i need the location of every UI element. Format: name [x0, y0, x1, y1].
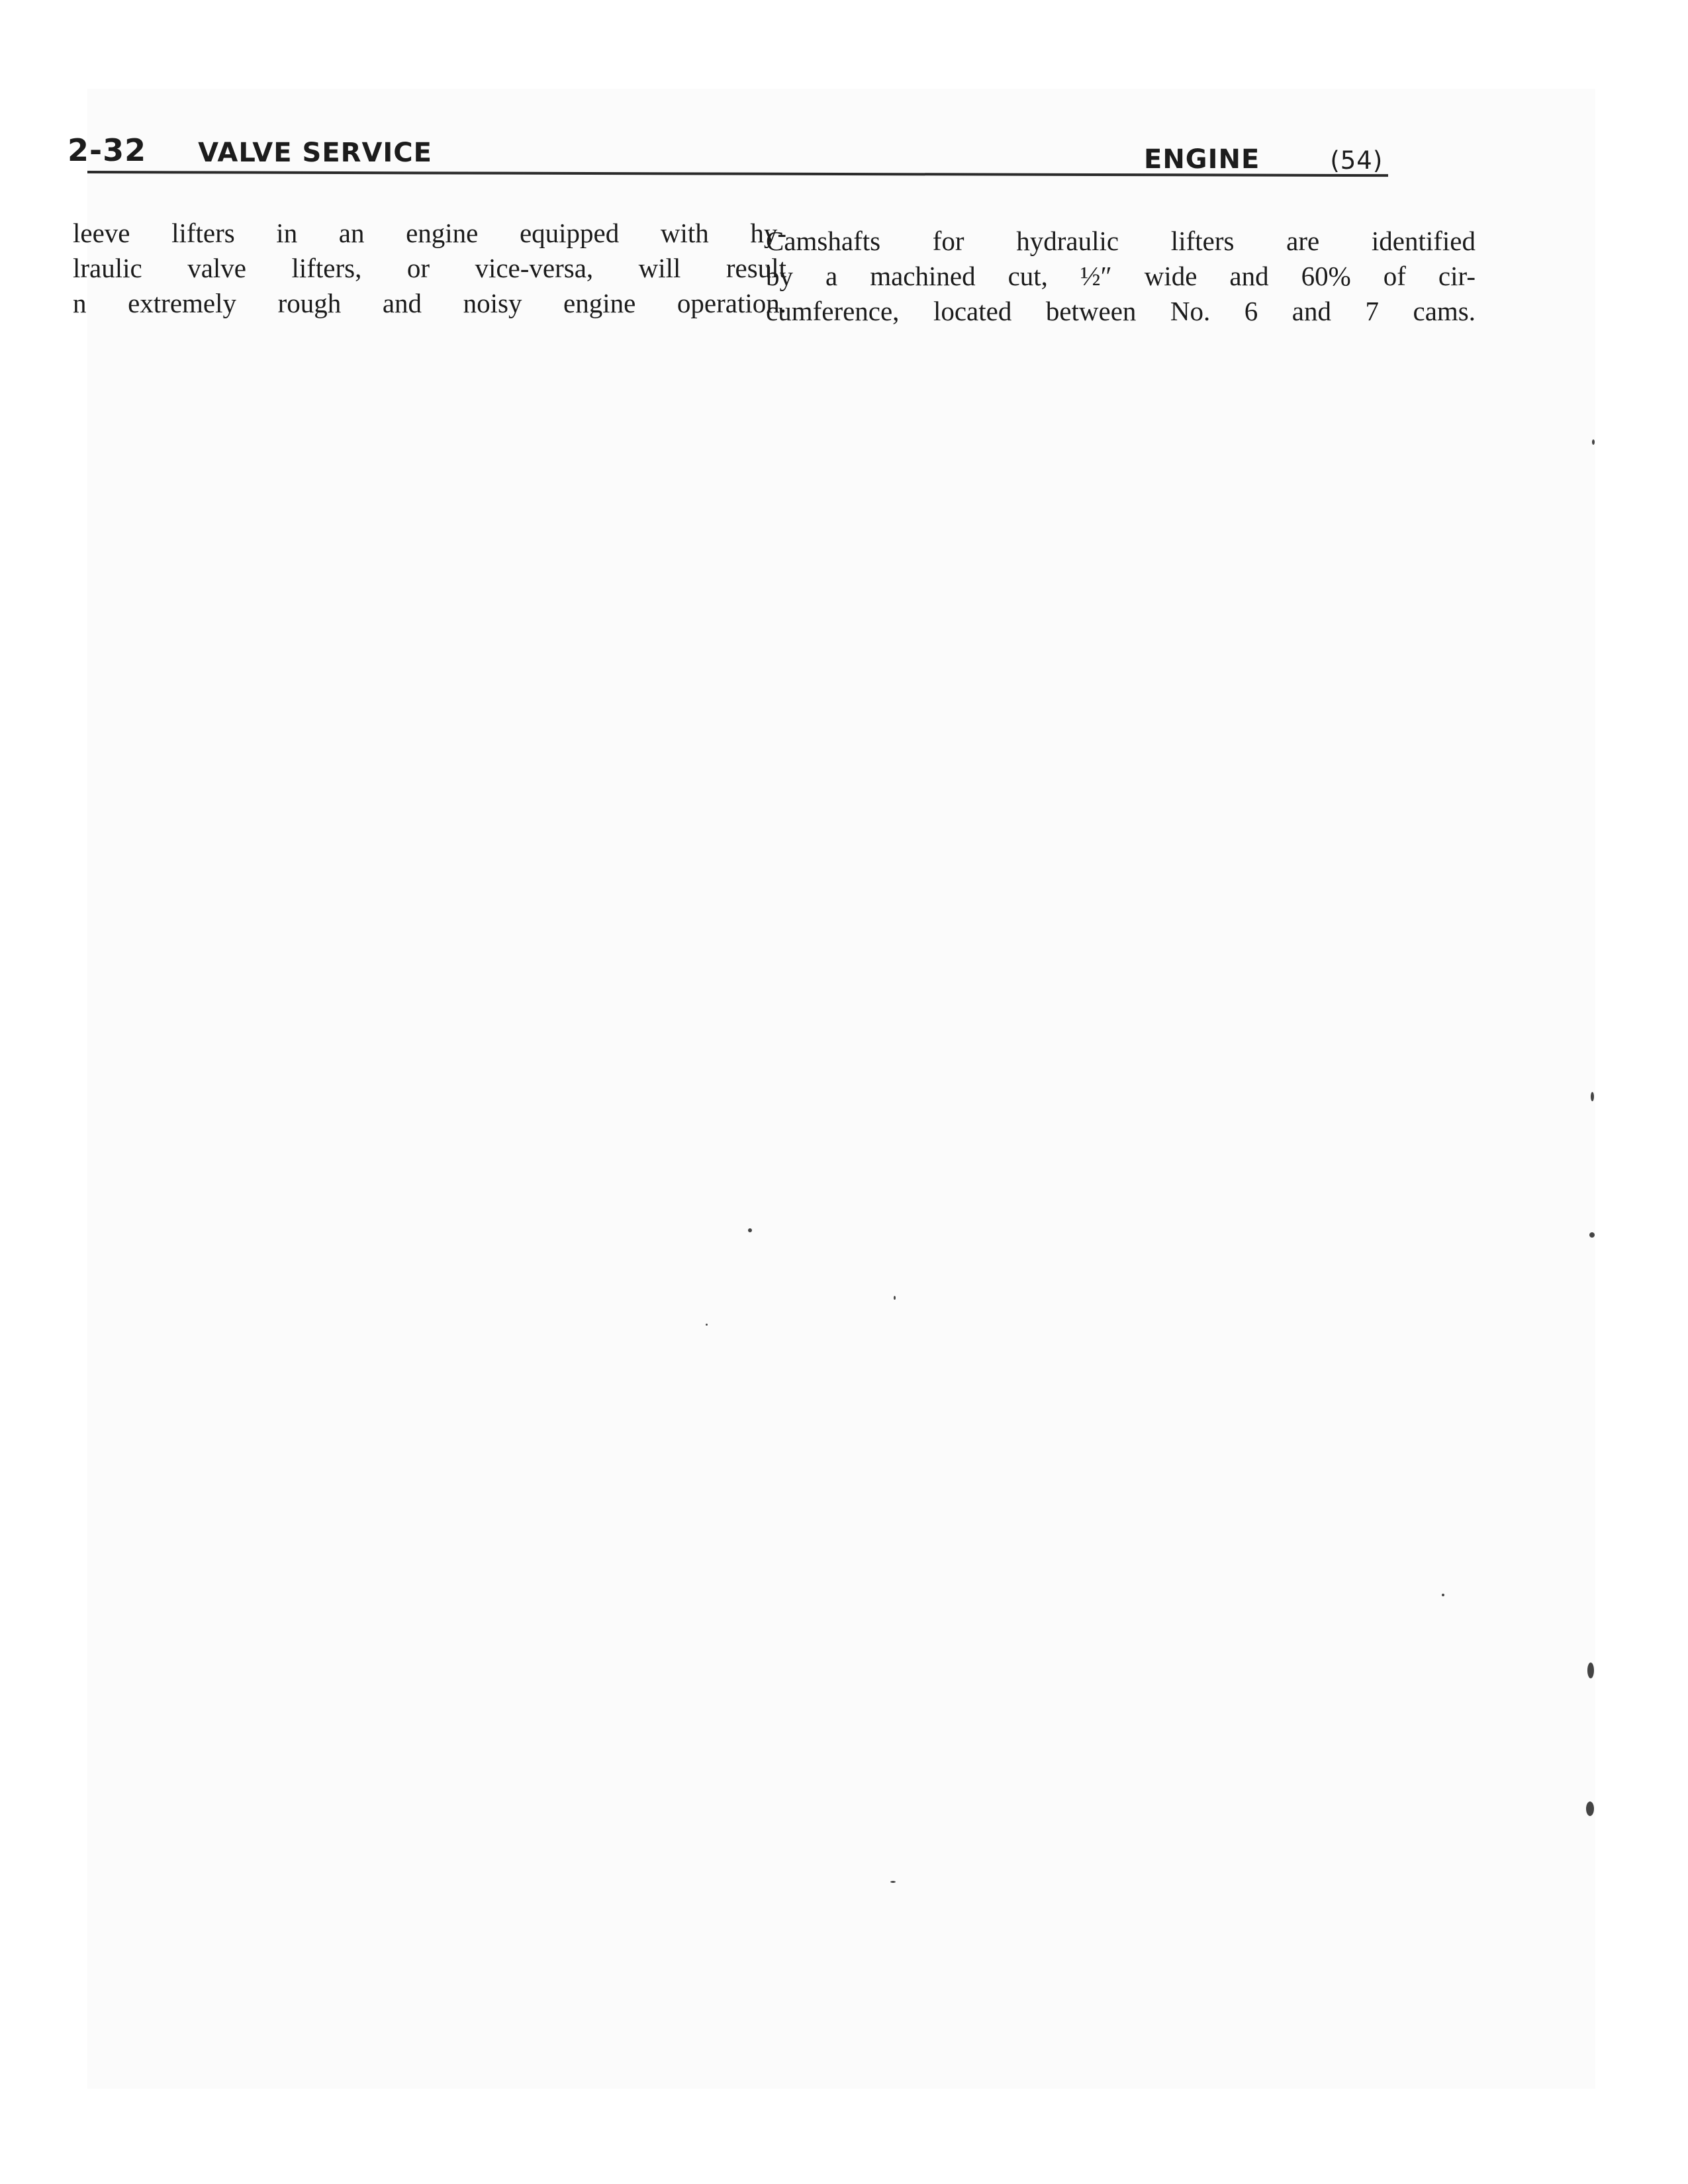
- scan-speck: [1591, 1092, 1594, 1101]
- scan-speck: [1587, 1662, 1594, 1678]
- page-number: 2-32: [68, 132, 147, 168]
- section-title: VALVE SERVICE: [198, 138, 432, 168]
- scan-speck: [1586, 1801, 1594, 1816]
- paragraph-line: leeve lifters in an engine equipped with hy-: [73, 218, 786, 248]
- scan-speck: [1589, 1232, 1595, 1238]
- running-header-left: [68, 128, 432, 168]
- paragraph-line: n extremely rough and noisy engine operation.: [73, 288, 786, 318]
- scan-speck: [890, 1881, 896, 1883]
- right-text-column: [766, 224, 1476, 329]
- scanned-page: [68, 89, 1595, 2089]
- scan-speck: [1442, 1594, 1444, 1596]
- running-header-right: [1144, 135, 1383, 175]
- paragraph-line: Camshafts for hydraulic lifters are identified: [766, 226, 1476, 256]
- scan-speck: [706, 1324, 708, 1326]
- left-text-column: [73, 216, 786, 321]
- scan-speck: [1592, 439, 1595, 445]
- chapter-page-number: (54): [1330, 146, 1383, 175]
- scan-speck: [748, 1228, 752, 1232]
- paragraph-line: by a machined cut, ½″ wide and 60% of cir-: [766, 261, 1476, 291]
- paragraph-line: lraulic valve lifters, or vice-versa, will result: [73, 253, 786, 283]
- scan-speck: [894, 1296, 896, 1300]
- chapter-name: ENGINE: [1144, 144, 1260, 175]
- paragraph-line: cumference, located between No. 6 and 7 cams.: [766, 296, 1476, 326]
